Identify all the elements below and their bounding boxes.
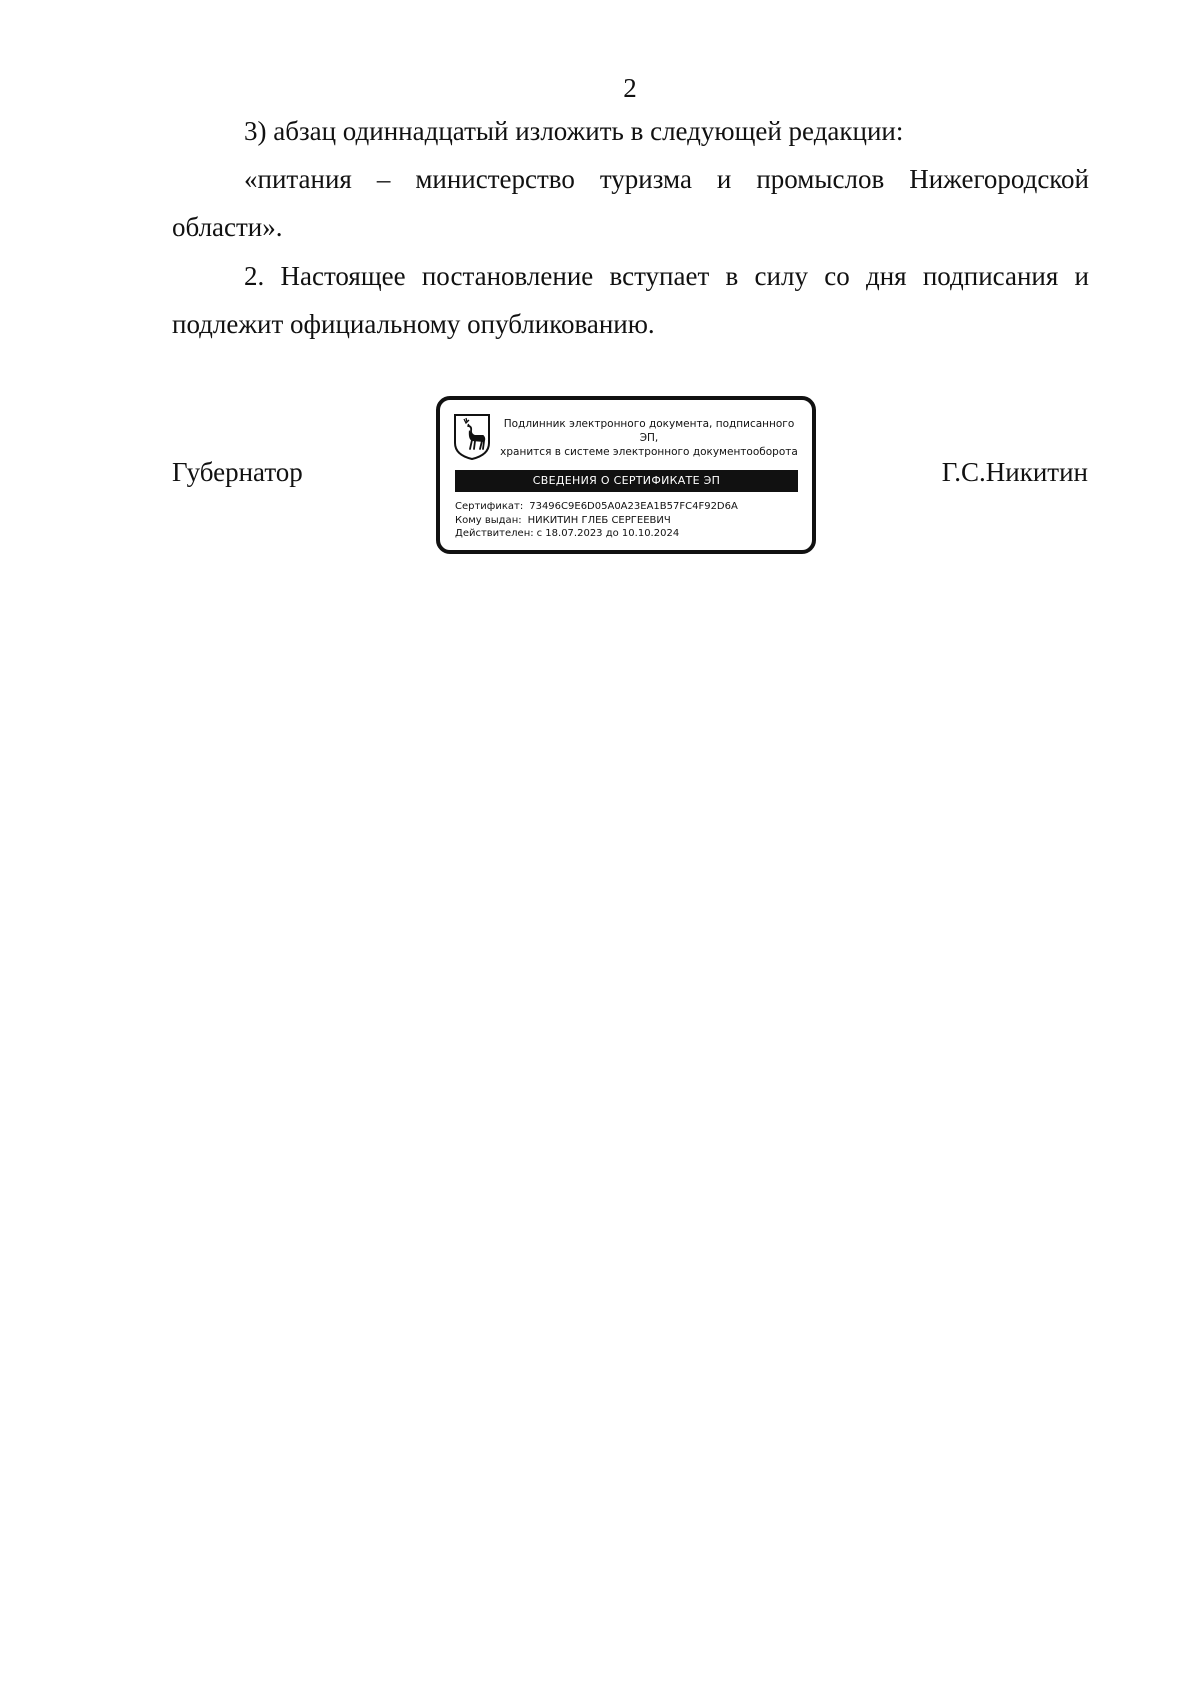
validity-label: Действителен: <box>455 528 534 539</box>
owner-label: Кому выдан: <box>455 514 522 526</box>
owner-value: НИКИТИН ГЛЕБ СЕРГЕЕВИЧ <box>527 514 671 526</box>
validity-row <box>455 527 805 541</box>
paragraph-replacement-text: «питания – министерство туризма и промыслов Нижегородской области». <box>172 164 1089 242</box>
certificate-value: 73496C9E6D05A0A23EA1B57FC4F92D6A <box>529 501 738 512</box>
validity-value: с 18.07.2023 до 10.10.2024 <box>536 528 680 539</box>
certificate-info-bar: СВЕДЕНИЯ О СЕРТИФИКАТЕ ЭП <box>455 470 798 492</box>
electronic-signature-stamp <box>436 396 816 554</box>
stamp-header <box>494 417 804 459</box>
certificate-details <box>455 500 805 541</box>
deer-emblem-icon <box>453 413 491 461</box>
owner-row <box>455 514 805 528</box>
paragraph-item-3: 3) абзац одиннадцатый изложить в следующей редакции: <box>244 116 904 146</box>
signer-name: Г.С.Никитин <box>941 457 1088 487</box>
certificate-row <box>455 500 805 514</box>
paragraph-effective-clause: 2. Настоящее постановление вступает в силу со дня подписания и подлежит официальному опубликованию. <box>172 261 1089 339</box>
stamp-header-line-2: хранится в системе электронного документооборота <box>500 446 798 458</box>
stamp-header-line-1: Подлинник электронного документа, подписанного ЭП, <box>503 418 795 444</box>
certificate-label: Сертификат: <box>455 501 524 512</box>
signer-position: Губернатор <box>172 457 303 487</box>
page-number: 2 <box>623 73 637 103</box>
